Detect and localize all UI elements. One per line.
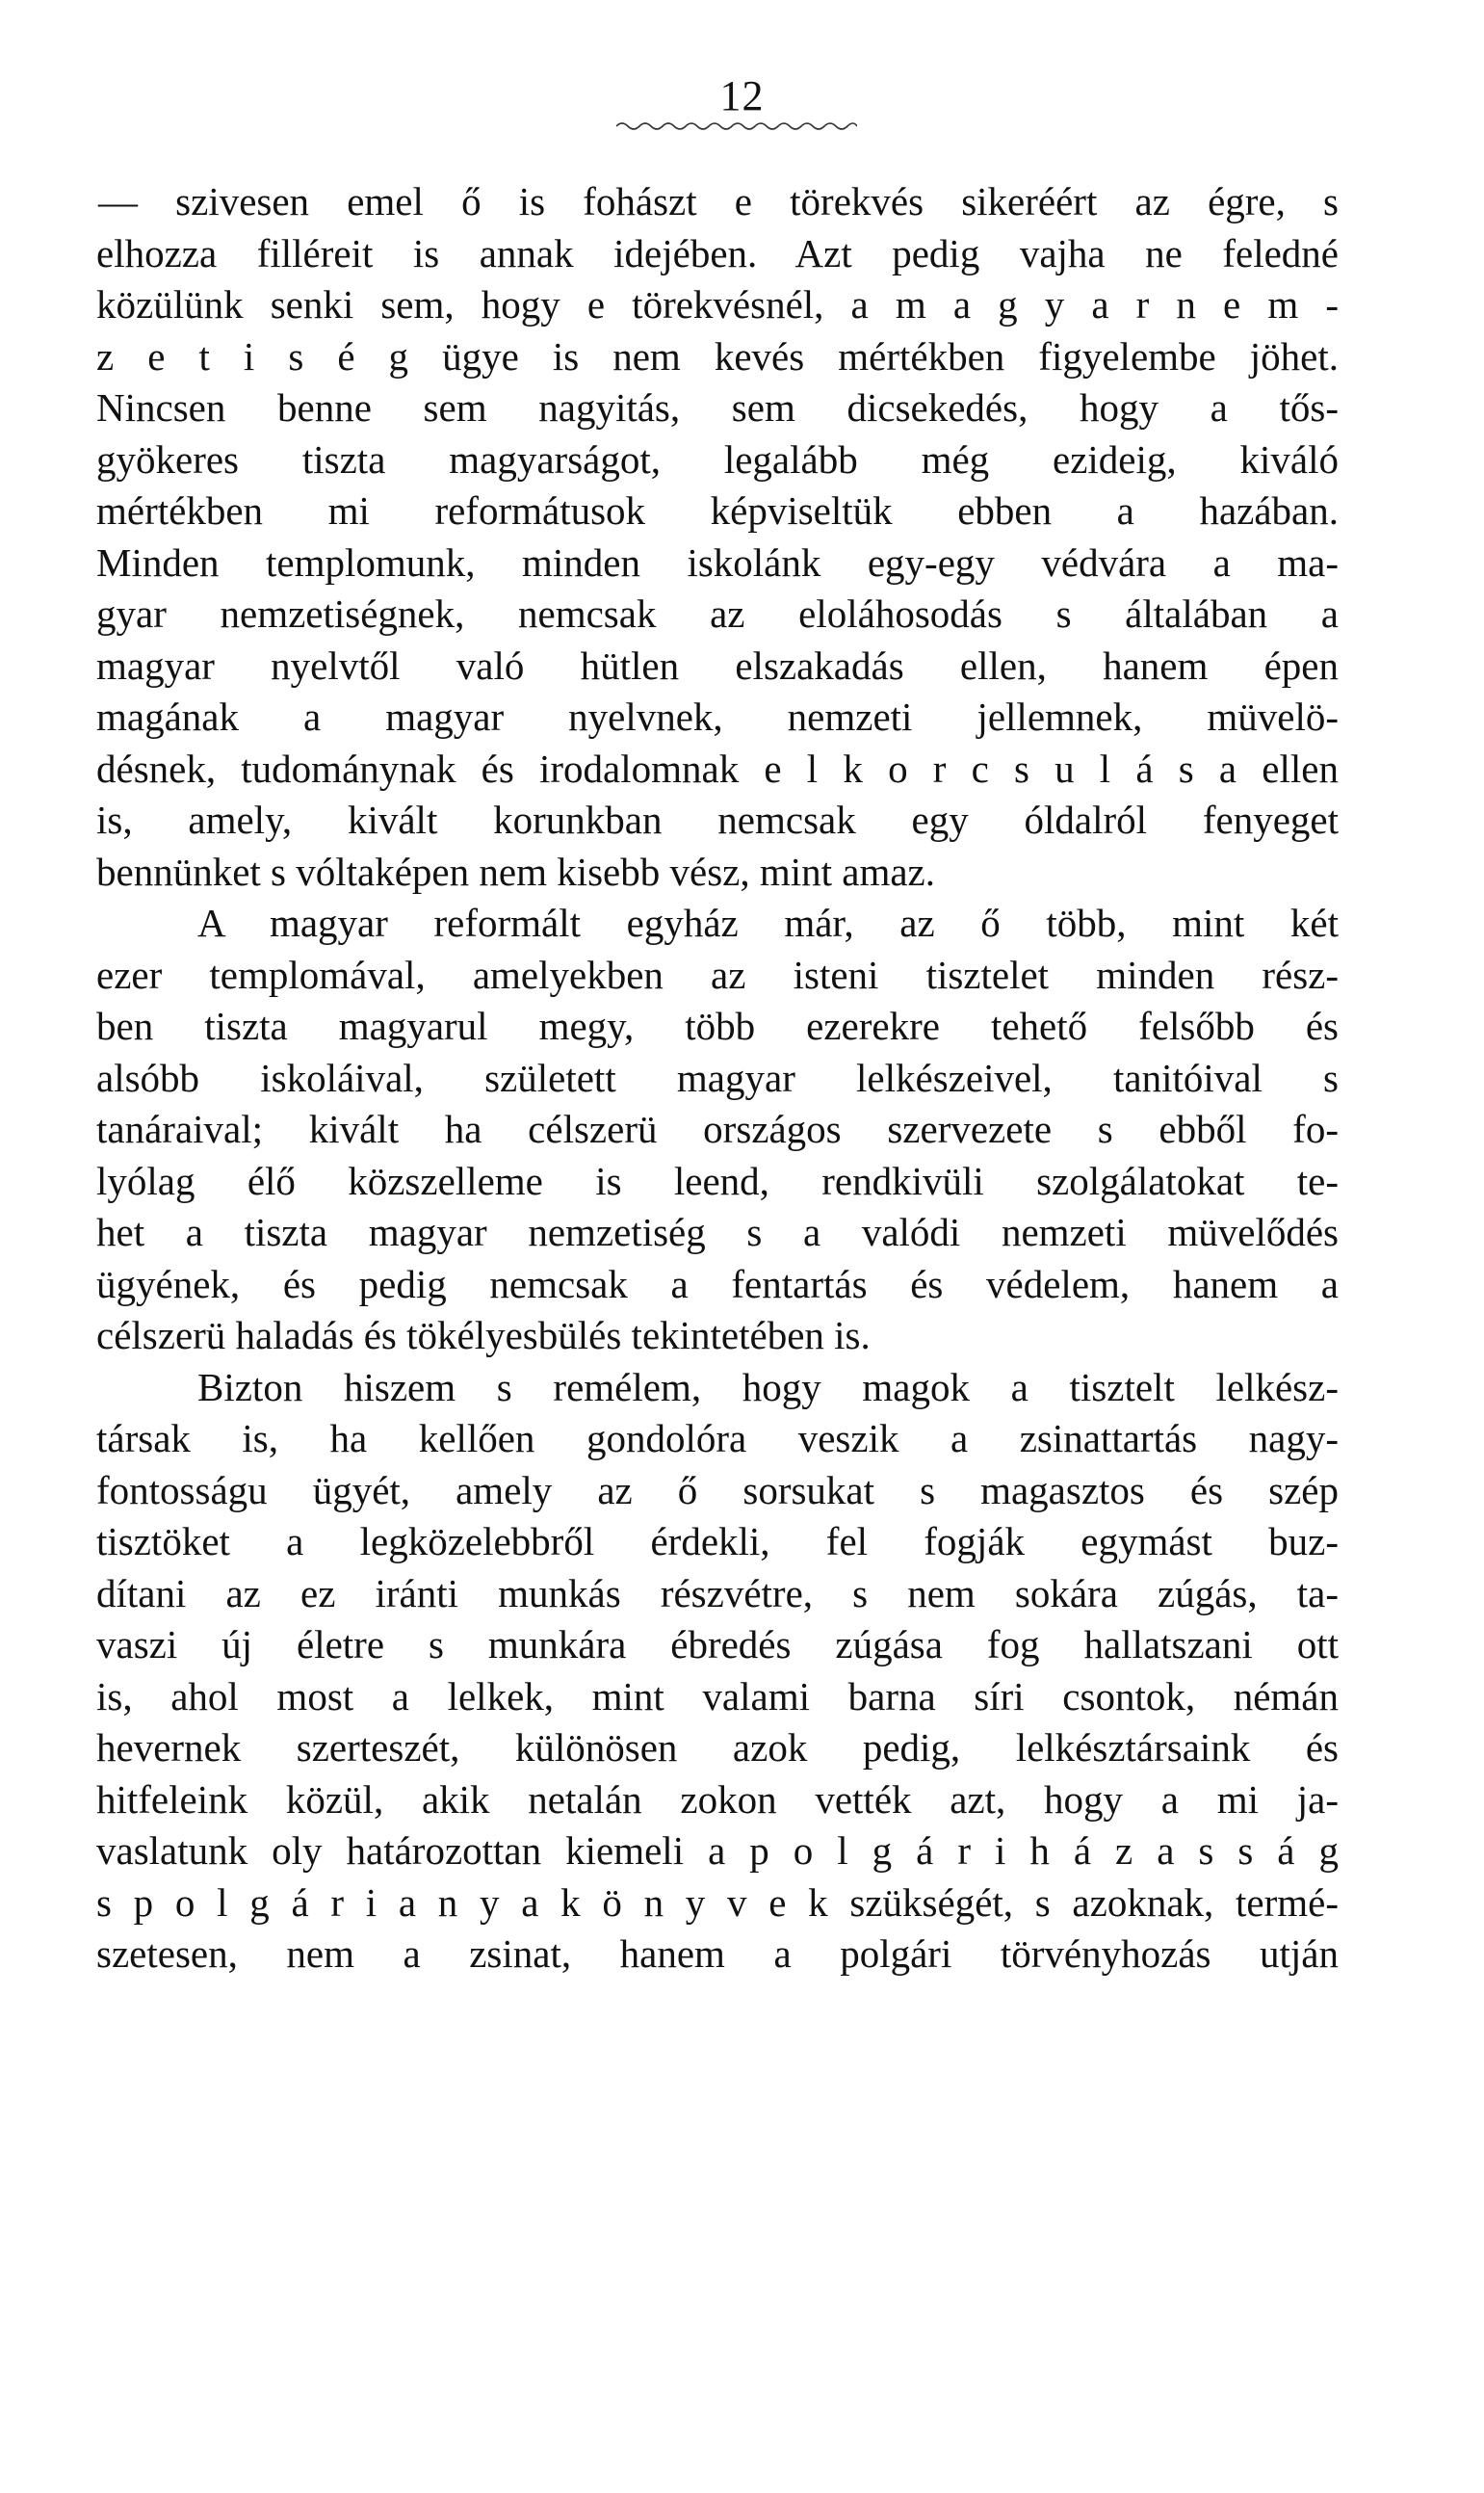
text-line: hitfeleink közül, akik netalán zokon vették azt, hogy a mi ja-	[96, 1776, 1339, 1822]
text-line: mértékben mi reformátusok képviseltük ebben a hazában.	[96, 488, 1339, 533]
page-number: 12	[719, 72, 765, 119]
text-line: elhozza filléreit is annak idejében. Azt pedig vajha ne feledné	[96, 230, 1339, 276]
text-line: Minden templomunk, minden iskolánk egy-egy védvára a ma-	[96, 539, 1339, 585]
text-line: is, amely, kivált korunkban nemcsak egy óldalról fenyeget	[96, 798, 1339, 842]
text-line: z e t i s é g ügye is nem kevés mértékben figyelembe jöhet.	[96, 333, 1339, 379]
text-line: közülünk senki sem, hogy e törekvésnél, a m a g y a r n e m -	[96, 282, 1339, 327]
text-line: vaslatunk oly határozottan kiemeli a p o l g á r i h á z a s s á g	[96, 1828, 1339, 1873]
text-line: tisztöket a legközelebbről érdekli, fel fogják egymást buz-	[96, 1519, 1339, 1563]
text-line: szetesen, nem a zsinat, hanem a polgári törvényhozás utján	[96, 1931, 1339, 1976]
text-line: magának a magyar nyelvnek, nemzeti jellemnek, müvelö-	[96, 695, 1339, 739]
text-line: is, ahol most a lelkek, mint valami barna síri csontok, némán	[96, 1673, 1339, 1719]
text-line: bennünket s vóltaképen nem kisebb vész, mint amaz.	[96, 849, 936, 894]
text-line: ügyének, és pedig nemcsak a fentartás és védelem, hanem a	[96, 1261, 1339, 1306]
text-line: gyökeres tiszta magyarságot, legalább még ezideig, kiváló	[96, 436, 1339, 482]
text-line: alsóbb iskoláival, született magyar lelkészeivel, tanitóival s	[96, 1055, 1339, 1100]
text-line: tanáraival; kivált ha célszerü országos szervezete s ebből fo-	[96, 1107, 1339, 1151]
text-line: Bizton hiszem s remélem, hogy magok a tisztelt lelkész-	[197, 1364, 1339, 1409]
text-line: het a tiszta magyar nemzetiség s a valódi nemzeti müvelődés	[96, 1210, 1339, 1254]
text-line: magyar nyelvtől való hütlen elszakadás ellen, hanem épen	[96, 643, 1339, 688]
text-line: s p o l g á r i a n y a k ö n y v e k szükségét, s azoknak, termé-	[96, 1879, 1339, 1925]
text-line: gyar nemzetiségnek, nemcsak az eloláhosodás s általában a	[96, 591, 1339, 636]
text-line: dítani az ez iránti munkás részvétre, s nem sokára zúgás, ta-	[96, 1570, 1339, 1615]
text-line: társak is, ha kellően gondolóra veszik a zsinattartás nagy-	[96, 1416, 1339, 1460]
text-line: lyólag élő közszelleme is leend, rendkivüli szolgálatokat te-	[96, 1158, 1339, 1203]
text-line: hevernek szerteszét, különösen azok pedig, lelkésztársaink és	[96, 1725, 1339, 1770]
text-line: vaszi új életre s munkára ébredés zúgása fog hallatszani ott	[96, 1622, 1339, 1666]
text-line: ezer templomával, amelyekben az isteni tisztelet minden rész-	[96, 952, 1339, 997]
text-line: désnek, tudománynak és irodalomnak e l k o r c s u l á s a ellen	[96, 746, 1339, 791]
text-line: fontosságu ügyét, amely az ő sorsukat s magasztos és szép	[96, 1467, 1339, 1512]
page-header	[0, 72, 1484, 119]
body-text	[96, 176, 1339, 1981]
text-line: A magyar reformált egyház már, az ő több, mint két	[197, 901, 1339, 945]
text-line: ben tiszta magyarul megy, több ezerekre tehető felsőbb és	[96, 1004, 1339, 1048]
text-line: célszerü haladás és tökélyesbülés tekintetében is.	[96, 1313, 871, 1357]
text-line: Nincsen benne sem nagyitás, sem dicsekedés, hogy a tős-	[96, 385, 1339, 430]
page-number-ornament	[616, 119, 857, 133]
text-line: — szivesen emel ő is fohászt e törekvés sikeréért az égre, s	[98, 179, 1339, 223]
